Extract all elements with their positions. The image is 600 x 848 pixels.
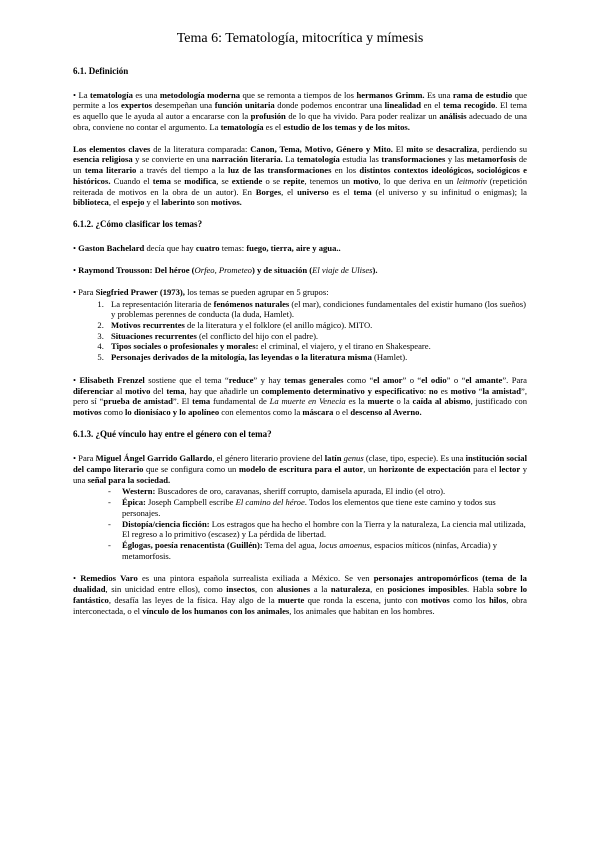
text-run: ” o “ [402,374,422,385]
text-run: de lo que ha vivido. Para poder realizar un [285,111,440,122]
bold-text: espejo [121,197,145,208]
bold-text: biblioteca [73,197,109,208]
bold-text: modelo de escritura para el autor [238,463,364,474]
text-run: , el [108,197,122,208]
text-run: como [101,407,126,418]
section-heading-genero-tema: 6.1.3. ¿Qué vínculo hay entre el género con el tema? [73,428,272,439]
text-run: , en [370,584,388,595]
bold-text: tema [192,396,211,407]
bold-text: prueba de amistad [103,396,173,407]
text-run: el criminal, el viajero, y el tirano en Shakespeare. [258,341,431,352]
italic-text: locus amoenus, [318,540,372,551]
bold-text: señal para la sociedad. [87,474,171,485]
bold-text: no [428,385,438,396]
bold-text: Raymond Trousson: Del héroe ( [78,265,195,276]
bold-text: distintos contextos ideológicos, sociológicos e históricos. [73,165,527,186]
bold-text: tema literario [84,165,137,176]
text-run: El [392,143,407,154]
bold-text: Églogas, poesía renacentista (Guillén): [122,540,263,551]
text-run: que ronda la escena, junto con [304,594,422,605]
bold-text: Remedios Varo [80,573,138,584]
text-run: , desafía las leyes de la física. Hay algo de la [108,594,279,605]
section-heading-clasificar-temas: 6.1.2. ¿Cómo clasificar los temas? [73,219,203,230]
text-run: a la [310,584,331,595]
bold-text: profusión [250,111,286,122]
text-run: estudia las [339,154,382,165]
text-run: de la literatura comparada: [150,143,251,154]
text-run: o se [262,175,284,186]
text-run: , tenemos un [304,175,354,186]
text-run: ” o “ [446,374,466,385]
bold-text: ). [372,265,378,276]
text-run: se [170,175,185,186]
bold-text: alusiones [276,584,311,595]
bold-text: caída al abismo [412,396,471,407]
bold-text: tema recogido [443,100,496,111]
text-run: “ [475,385,483,396]
list-item [106,352,527,363]
bold-text: fuego, tierra, aire y agua.. [246,243,341,254]
text-run: , justificado con [470,396,527,407]
text-run: adecuado de una obra, conviene no contar el argumento. La [73,111,527,132]
paragraph-bachelard [73,243,527,254]
text-run: en los [331,165,360,176]
list-item [106,331,527,342]
bold-text: universo [297,186,329,197]
text-run: La representación literaria de [111,298,214,309]
bold-text: análisis [439,111,467,122]
text-run: es [437,385,451,396]
text-run: • Para [73,286,96,297]
bold-text: esencia religiosa [73,154,133,165]
bold-text: el odio [421,374,447,385]
bold-text: ) y de situación ( [251,265,313,276]
bold-text: Gaston Bachelard [78,243,145,254]
text-run: , los animales que habitan en los hombres. [289,605,435,616]
text-run: . Todos los elementos que tiene este camino y todos sus personajes. [122,497,496,518]
bold-text: laberinto [161,197,195,208]
text-run: desempeñan una [151,100,215,111]
text-run: Cuando el [110,175,153,186]
bold-text: expertos [120,100,152,111]
text-run: al [113,385,126,396]
bold-text: vínculo de los humanos con los animales [142,605,290,616]
text-run: en el [420,100,444,111]
text-run: ”. El [172,396,193,407]
bold-text: Borges [255,186,282,197]
text-run: , el [281,186,298,197]
bold-text: hilos [489,594,507,605]
italic-text: leitmotiv [456,175,487,186]
bold-text: Siegfried Prawer (1973), [95,286,185,297]
italic-text: genus [343,453,364,464]
bold-text: Los elementos claves [73,143,151,154]
text-run: se [423,143,436,154]
text-run: o el [333,407,351,418]
bold-text: motivos [73,407,102,418]
text-run: . Habla [467,584,497,595]
bold-text: Motivos recurrentes [111,320,185,331]
bold-text: diferenciar [73,385,114,396]
bold-text: narración literaria. [211,154,283,165]
text-run: (repetición reiterada de motivos en la obra de un autor). En [73,175,528,197]
text-run: como “ [343,374,374,385]
section-heading-definicion: 6.1. Definición [73,65,129,76]
text-run: ”, pero sí “ [73,385,527,407]
bold-text: posiciones imposibles [387,584,468,595]
list-item [108,540,527,561]
bold-text: lo dionisíaco y lo apolíneo [125,407,220,418]
bold-text: transformaciones [381,154,446,165]
text-run: como los [449,594,489,605]
bold-text: motivos. [211,197,242,208]
text-run: Buscadores de oro, caravanas, sheriff corrupto, damisela apurada, El indio (el otro). [155,486,446,497]
genre-list [73,486,527,561]
text-run: Tema del agua, [262,540,319,551]
bold-text: la amistad [482,385,522,396]
italic-text: El camino del héroe [235,497,305,508]
bold-text: lector [499,463,521,474]
text-run: • [73,573,81,584]
text-run: , con [254,584,277,595]
bold-text: modifica [184,175,217,186]
bold-text: función unitaria [214,100,275,111]
text-run: , hay que añadirle un [184,385,262,396]
text-run: decía que hay [144,243,196,254]
text-run: , obra interconectada, o el [73,594,527,616]
bold-text: metodología moderna [159,89,241,100]
paragraph-trousson [73,265,527,276]
italic-text: El viaje de Ulises [312,265,373,276]
bold-text: Tipos sociales o profesionales y morales: [111,341,259,352]
text-run: es el [328,186,354,197]
text-run: a través del tiempo a la [136,165,229,176]
paragraph-tematologia [73,90,527,133]
text-run: Los estragos que ha hecho el hombre con la Tierra y la naturaleza, La ciencia mal utilizada, El regreso a lo primitivo (escasez) y La pérdida de libertad. [122,518,526,540]
bold-text: Elisabeth Frenzel [79,374,145,385]
text-run: • [73,243,79,254]
bold-text: extiende [231,175,263,186]
bold-text: tema [166,385,185,396]
text-run: ”. Para [502,374,527,385]
bold-text: insectos [226,584,255,595]
paragraph-prawer [73,287,527,298]
list-item [106,320,527,331]
text-run: que se configura como un [143,463,239,474]
bold-text: muerte [367,396,394,407]
bold-text: fenómenos naturales [213,298,290,309]
text-run: (el mar), condiciones fundamentales del existir humano (los sueños) y problemas perennes de conducta (la duda, Hamlet). [111,298,527,320]
bold-text: el amante [465,374,503,385]
prawer-groups-list [73,299,527,363]
bold-text: desacraliza [436,143,478,154]
text-run: los temas se pueden agrupar en 5 grupos: [184,286,329,297]
bold-text: motivos [421,594,450,605]
text-run: Joseph Campbell escribe [145,497,236,508]
bold-text: Miguel Ángel Garrido Gallardo [95,453,213,464]
bold-text: Canon, Tema, Motivo, Género y Mito. [250,143,393,154]
text-run: : [423,385,429,396]
bold-text: máscara [302,407,334,418]
text-run: con elementos como la [219,407,303,418]
text-run: y el [144,197,162,208]
text-run: de la literatura y el folklore (el anillo mágico). MITO. [184,320,373,331]
list-item [106,299,527,320]
bold-text: repite [283,175,305,186]
bold-text: el amor [373,374,403,385]
text-run: , un [363,463,380,474]
bold-text: institución social del campo literario [73,453,527,474]
text-run: • [73,265,79,276]
list-item [108,519,527,540]
bold-text: luz de las transformaciones [228,165,332,176]
bold-text: motivo [450,385,476,396]
text-run: Es una [424,89,453,100]
list-item [108,486,527,497]
text-run: para el [470,463,500,474]
text-run: que se remonta a tiempos de los [240,89,357,100]
bold-text: tematología [89,89,133,100]
text-run: y las [445,154,467,165]
text-run: son [194,197,212,208]
bold-text: complemento determinativo y especificativo [261,385,424,396]
paragraph-remedios-varo [73,573,527,616]
text-run: sostiene que el tema “ [144,374,229,385]
text-run: del [150,385,167,396]
text-run: (clase, tipo, especie). Es una [363,453,466,464]
bold-text: rama de estudio [452,89,513,100]
bold-text: Distopía/ciencia ficción: [122,518,210,529]
text-run: • La [73,89,90,100]
text-run: o la [393,396,413,407]
text-run: , el género literario proviene del [212,453,325,464]
bold-text: sobre lo fantástico [73,584,528,605]
text-run: es el [263,121,284,132]
bold-text: Épica: [122,497,146,508]
bold-text: tema [353,186,372,197]
bold-text: motivo [353,175,379,186]
bold-text: cuatro [195,243,220,254]
text-run: donde podemos encontrar una [274,100,385,111]
text-run: , perdiendo su [477,143,527,154]
bold-text: latín [324,453,342,464]
bold-text: naturaleza [330,584,371,595]
bold-text: linealidad [384,100,421,111]
bold-text: personajes antropomórficos (tema de la dualidad [73,573,527,595]
bold-text: mito [406,143,424,154]
text-run: , sin unicidad entre ellos), como [105,584,227,595]
text-run: y una [73,463,528,485]
text-run: (el conflicto del hijo con el padre). [196,330,319,341]
bold-text: tematología [296,154,340,165]
paragraph-elementos-claves [73,144,527,208]
bold-text: reduce [228,374,254,385]
bold-text: tematología [220,121,264,132]
paragraph-frenzel [73,375,527,418]
text-run: , lo que deriva en un [378,175,457,186]
italic-text: La muerte en Venecia [269,396,346,407]
text-run: La [282,154,297,165]
bold-text: Western: [122,486,156,497]
bold-text: estudio de los temas y de los mitos. [283,121,410,132]
bold-text: muerte [278,594,305,605]
bold-text: temas generales [284,374,344,385]
text-run: de un [73,154,527,176]
bold-text: hermanos Grimm. [356,89,425,100]
text-run: • Para [73,453,96,464]
list-item [106,341,527,352]
text-run: , se [216,175,232,186]
text-run: • [73,374,80,385]
text-run: fundamental de [210,396,270,407]
bold-text: Personajes derivados de la mitología, las leyendas o la literatura misma [111,352,372,363]
text-run: (el universo y su infinitud o enigmas); la [371,186,527,197]
text-run: y se convierte en una [132,154,212,165]
text-run: espacios míticos (ninfas, Arcadia) y metamorfosis. [122,540,498,561]
text-run: (Hamlet). [371,352,408,363]
text-run: que permite a los [73,89,528,111]
text-run: temas: [219,243,247,254]
text-run: ” y hay [253,374,285,385]
bold-text: motivo [125,385,151,396]
bold-text: tema [152,175,171,186]
text-run: es la [345,396,368,407]
bold-text: horizonte de expectación [379,463,471,474]
text-run: es una [132,89,160,100]
page-title: Tema 6: Tematología, mitocrítica y mímesis [176,31,424,46]
paragraph-garrido-gallardo [73,453,527,485]
text-run: es una pintora española surrealista exiliada a México. Se ven [137,573,374,584]
italic-text: Orfeo, Prometeo [194,265,252,276]
list-item [108,497,527,518]
text-run: . El tema es aquello que le ayuda al autor a encararse con la [73,100,527,122]
bold-text: metamorfosis [466,154,517,165]
bold-text: descenso al Averno. [350,407,422,418]
bold-text: Situaciones recurrentes [111,330,197,341]
